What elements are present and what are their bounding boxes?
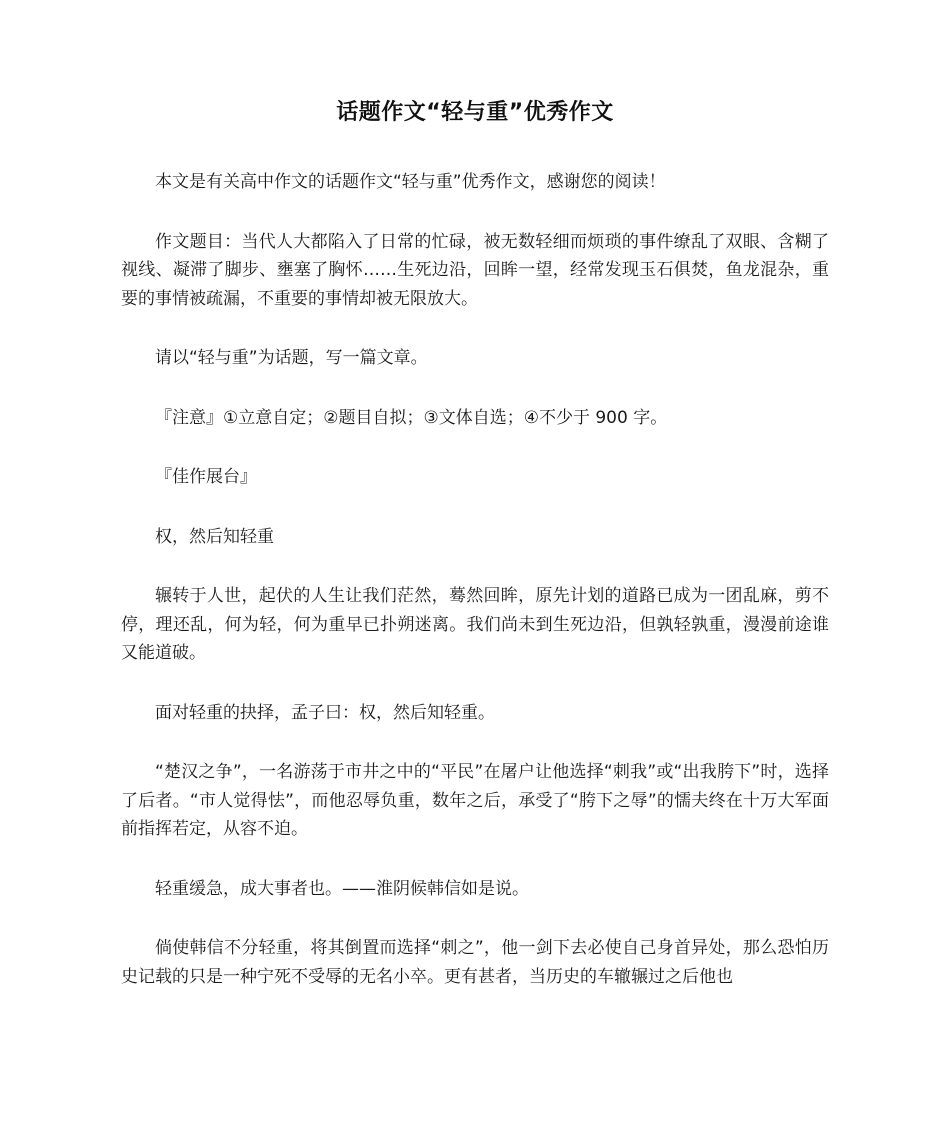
document-body	[121, 168, 829, 1022]
paragraph-body-4: 轻重缓急，成大事者也。——淮阴候韩信如是说。	[155, 878, 529, 899]
document-title: 话题作文“轻与重”优秀作文	[336, 100, 614, 125]
paragraph-showcase-heading: 『佳作展台』	[155, 467, 257, 487]
paragraph-body-5: 倘使韩信不分轻重，将其倒置而选择“刺之”，他一剑下去必使自己身首异处，那么恐怕历史记载的只是一种宁死不受辱的无名小卒。更有甚者，当历史的车辙辗过之后他也	[121, 938, 829, 987]
paragraph-intro: 本文是有关高中作文的话题作文“轻与重”优秀作文，感谢您的阅读！	[155, 172, 666, 192]
paragraph-instruction: 请以“轻与重”为话题，写一篇文章。	[155, 348, 428, 368]
paragraph-essay-title: 权，然后知轻重	[155, 526, 274, 547]
paragraph-body-1: 辗转于人世，起伏的人生让我们茫然，蓦然回眸，原先计划的道路已成为一团乱麻，剪不停，理还乱，何为轻，何为重早已扑朔迷离。我们尚未到生死边沿，但孰轻孰重，漫漫前途谁又能道破。	[121, 586, 829, 663]
paragraph-prompt: 作文题目：当代人大都陷入了日常的忙碌，被无数轻细而烦琐的事件缭乱了双眼、含糊了视线、凝滞了脚步、壅塞了胸怀……生死边沿，回眸一望，经常发现玉石俱焚，鱼龙混杂，重要的事情被疏漏，不重要的事情却被无限放大。	[121, 231, 829, 309]
paragraph-notice: 『注意』①立意自定；②题目自拟；③文体自选；④不少于 900 字。	[155, 407, 668, 428]
paragraph-body-3: “楚汉之争”，一名游荡于市井之中的“平民”在屠户让他选择“刺我”或“出我胯下”时，选择了后者。“市人觉得怯”，而他忍辱负重，数年之后，承受了“胯下之辱”的懦夫终在十万大军面前指挥若定，从容不迫。	[121, 762, 829, 839]
paragraph-body-2: 面对轻重的抉择，孟子曰：权，然后知轻重。	[155, 702, 495, 723]
